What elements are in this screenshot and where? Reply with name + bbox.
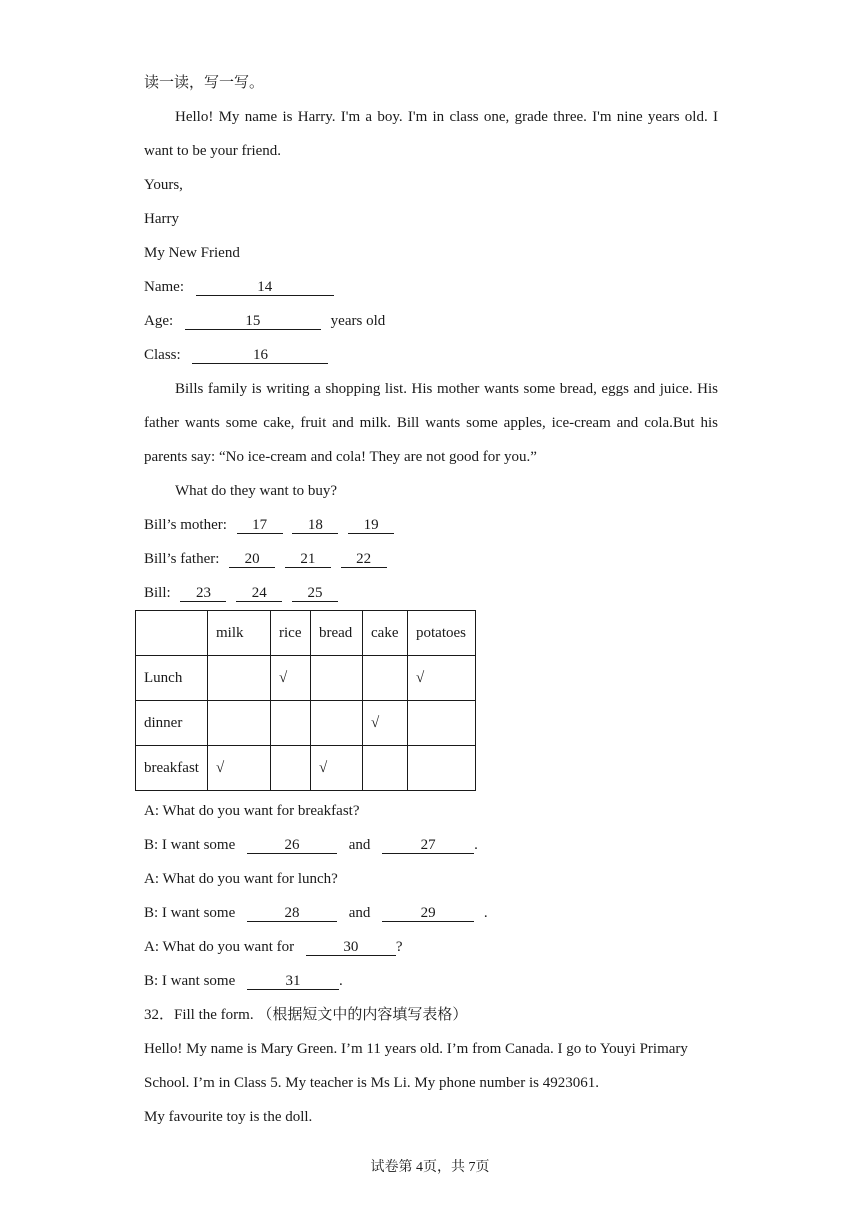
table-cell <box>271 701 311 746</box>
letter-closing: Yours, <box>144 177 183 193</box>
answer-blank-17[interactable]: 17 <box>237 517 283 534</box>
table-cell: √ <box>208 746 271 791</box>
answer-blank-30[interactable]: 30 <box>306 939 396 956</box>
age-suffix: years old <box>330 313 386 329</box>
table-header-cell: potatoes <box>408 611 476 656</box>
dialogue-question: A: What do you want for lunch? <box>144 871 338 887</box>
dialogue-answer-row <box>144 828 718 862</box>
letter-signature: Harry <box>144 211 179 227</box>
father-label: Bill’s father: <box>144 551 220 567</box>
table-row <box>136 656 476 701</box>
mother-label: Bill’s mother: <box>144 517 227 533</box>
answer-blank-14[interactable]: 14 <box>196 279 334 296</box>
harry-paragraph-line: Hello! My name is Harry. I'm a boy. I'm in class one, grade three. I'm nine years old. I <box>175 109 718 125</box>
answer-blank-15[interactable]: 15 <box>185 313 321 330</box>
table-cell: √ <box>311 746 363 791</box>
table-cell <box>311 656 363 701</box>
table-cell: dinner <box>136 701 208 746</box>
answer-blank-28[interactable]: 28 <box>247 905 337 922</box>
dialogue-and: and <box>348 837 371 853</box>
answer-blank-19[interactable]: 19 <box>348 517 394 534</box>
answer-blank-27[interactable]: 27 <box>382 837 474 854</box>
table-cell: breakfast <box>136 746 208 791</box>
table-row <box>136 746 476 791</box>
table-header-cell: bread <box>311 611 363 656</box>
mother-row <box>144 508 718 542</box>
table-cell <box>408 746 476 791</box>
table-cell <box>363 656 408 701</box>
table-cell <box>271 746 311 791</box>
page-content <box>144 66 718 1134</box>
answer-blank-20[interactable]: 20 <box>229 551 275 568</box>
shopping-paragraph-line: father wants some cake, fruit and milk. Bill wants some apples, ice-cream and cola.But his <box>144 415 718 431</box>
dialogue-question: A: What do you want for breakfast? <box>144 803 360 819</box>
table-cell <box>311 701 363 746</box>
table-row <box>136 701 476 746</box>
dialogue-answer-prefix: B: I want some <box>144 973 236 989</box>
dialogue-end: . <box>483 905 488 921</box>
section-heading: 读一读，写一写。 <box>144 75 265 91</box>
answer-blank-25[interactable]: 25 <box>292 585 338 602</box>
dialogue-question-row <box>144 930 718 964</box>
dialogue-and: and <box>348 905 371 921</box>
dialogue-question-prefix: A: What do you want for <box>144 939 295 955</box>
dialogue-end: ? <box>395 939 403 955</box>
table-cell <box>208 656 271 701</box>
table-cell: √ <box>363 701 408 746</box>
bill-row <box>144 576 718 610</box>
answer-blank-22[interactable]: 22 <box>341 551 387 568</box>
dialogue-end: . <box>339 973 343 989</box>
dialogue-answer-prefix: B: I want some <box>144 905 236 921</box>
question-32-text-line: My favourite toy is the doll. <box>144 1109 313 1125</box>
shopping-paragraph-line: parents say: “No ice-cream and cola! They are not good for you.” <box>144 449 537 465</box>
table-cell: √ <box>271 656 311 701</box>
father-row <box>144 542 718 576</box>
answer-blank-16[interactable]: 16 <box>192 347 328 364</box>
meal-table <box>135 610 476 791</box>
shopping-paragraph-line: Bills family is writing a shopping list. His mother wants some bread, eggs and juice. His <box>175 381 718 397</box>
answer-blank-24[interactable]: 24 <box>236 585 282 602</box>
form-title: My New Friend <box>144 245 240 261</box>
age-row <box>144 304 718 338</box>
shopping-question: What do they want to buy? <box>175 483 338 499</box>
table-header-cell: rice <box>271 611 311 656</box>
question-32-text-line: School. I’m in Class 5. My teacher is Ms Li. My phone number is 4923061. <box>144 1075 599 1091</box>
table-header-cell: cake <box>363 611 408 656</box>
question-32-title: 32．Fill the form. （根据短文中的内容填写表格） <box>144 1007 468 1023</box>
table-cell: √ <box>408 656 476 701</box>
dialogue-answer-prefix: B: I want some <box>144 837 236 853</box>
table-cell <box>208 701 271 746</box>
answer-blank-26[interactable]: 26 <box>247 837 337 854</box>
answer-blank-21[interactable]: 21 <box>285 551 331 568</box>
bill-label: Bill: <box>144 585 171 601</box>
answer-blank-29[interactable]: 29 <box>382 905 474 922</box>
answer-blank-23[interactable]: 23 <box>180 585 226 602</box>
age-label: Age: <box>144 313 174 329</box>
class-row <box>144 338 718 372</box>
dialogue-end: . <box>474 837 478 853</box>
table-header-cell <box>136 611 208 656</box>
answer-blank-31[interactable]: 31 <box>247 973 339 990</box>
page-footer: 试卷第 4页，共 7页 <box>370 1160 490 1175</box>
name-label: Name: <box>144 279 184 295</box>
table-header-cell: milk <box>208 611 271 656</box>
dialogue-answer-row <box>144 896 718 930</box>
question-32-text-line: Hello! My name is Mary Green. I’m 11 years old. I’m from Canada. I go to Youyi Primary <box>144 1041 688 1057</box>
dialogue-answer-row <box>144 964 718 998</box>
table-cell <box>363 746 408 791</box>
class-label: Class: <box>144 347 181 363</box>
table-cell <box>408 701 476 746</box>
name-row <box>144 270 718 304</box>
answer-blank-18[interactable]: 18 <box>292 517 338 534</box>
table-cell: Lunch <box>136 656 208 701</box>
harry-paragraph-line: want to be your friend. <box>144 143 282 159</box>
table-header-row <box>136 611 476 656</box>
